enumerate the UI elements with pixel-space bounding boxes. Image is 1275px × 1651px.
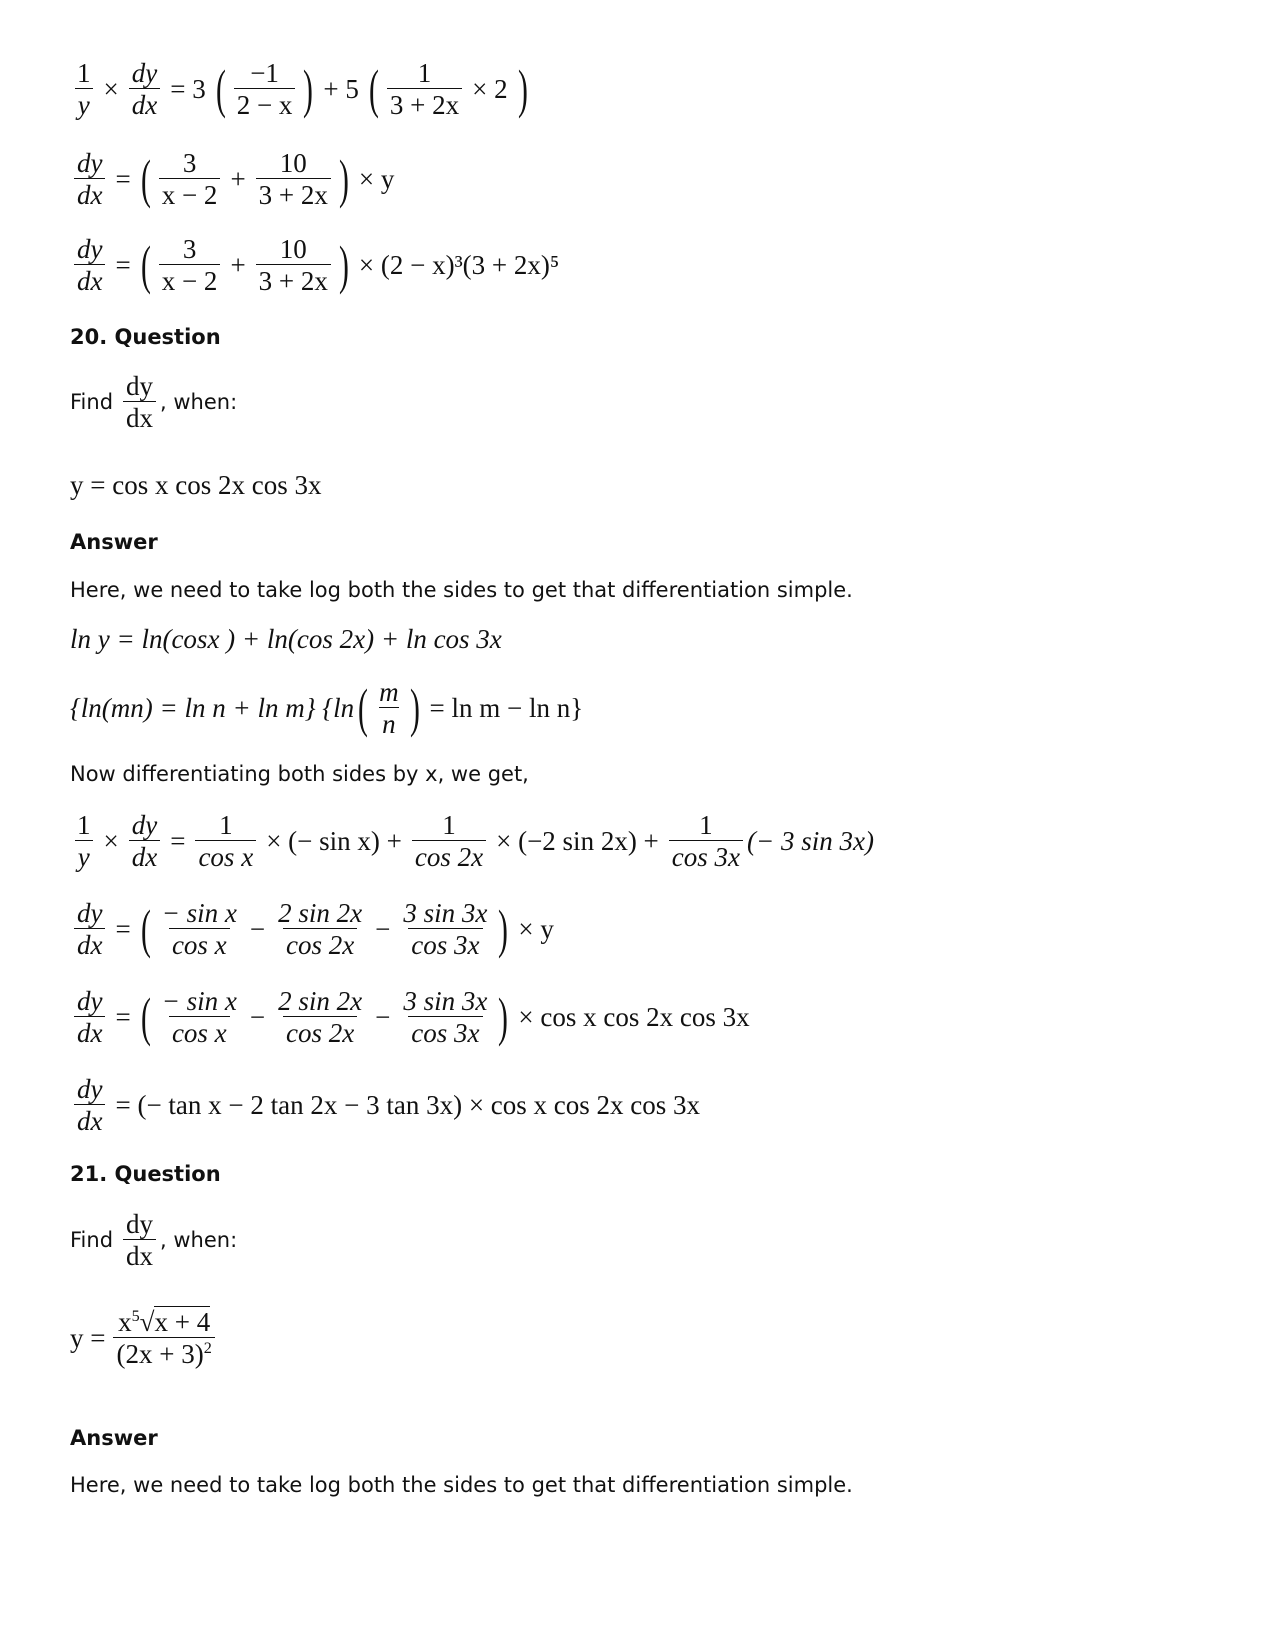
answer-20-intro: Here, we need to take log both the sides to get that differentiation simple.	[70, 578, 853, 602]
prev-eq-3: $\frac{dy}{dx}$ = ( $\frac{3}{x - 2}$ + $\frac{10}{3 + 2x}$ ) × (2 − x)³(3 + 2x)⁵	[70, 234, 565, 296]
sqrt-icon: √	[139, 1307, 155, 1337]
question-20-equation: y = cos x cos 2x cos 3x	[70, 470, 322, 500]
question-20-prompt: Find $\frac{dy}{dx}$ , when:	[70, 371, 238, 434]
answer-20-log-rules: {ln(mn) = ln n + ln m} {ln ( $\frac{m}{n}$ ) = ln m − ln n}	[70, 677, 584, 740]
question-21-heading: 21. Question	[70, 1162, 221, 1186]
question-21-equation: y = $\frac{x^5√x + 4}{(2x + 3)^2}$	[70, 1308, 219, 1369]
prev-eq-2: $\frac{dy}{dx}$ = ( $\frac{3}{x - 2}$ + $\frac{10}{3 + 2x}$ ) × y	[70, 148, 400, 210]
answer-20-step-1: $\frac{1}{y}$ × $\frac{dy}{dx}$ = $\frac{1}{\text{cos x}}$ × (− sin x) + $\frac{1}{\cos 2x}$ × (−2 sin 2x) + $\frac{1}{\cos 3x}$ (− 3 sin 3x)	[70, 810, 874, 872]
question-20-heading: 20. Question	[70, 325, 221, 349]
answer-20-step-2: $\frac{dy}{dx}$ = ( $\frac{\text{− sin x}}{\text{cos x}}$ − $\frac{2 \sin 2x}{\cos 2x}$ − $\frac{3 \sin 3x}{\cos 3x}$ ) × y	[70, 898, 560, 960]
answer-20-step-3: $\frac{dy}{dx}$ = ( $\frac{\text{− sin x}}{\text{cos x}}$ − $\frac{2 \sin 2x}{\cos 2x}$ − $\frac{3 \sin 3x}{\cos 3x}$ ) × cos x cos 2x cos 3x	[70, 986, 756, 1048]
prev-eq-1: $\frac{1}{y}$ × $\frac{dy}{dx}$ = 3 ( $\frac{-1}{2 - x}$ ) + 5 ( $\frac{1}{3 + 2x}$ × 2 )	[70, 58, 532, 120]
answer-20-log-equation: ln y = ln(cosx ) + ln(cos 2x) + ln cos 3x	[70, 624, 502, 654]
answer-20-label: Answer	[70, 530, 158, 554]
answer-21-intro: Here, we need to take log both the sides to get that differentiation simple.	[70, 1473, 853, 1497]
answer-20-step-4: $\frac{dy}{dx}$ = (− tan x − 2 tan 2x − 3 tan 3x) × cos x cos 2x cos 3x	[70, 1074, 706, 1136]
answer-21-label: Answer	[70, 1426, 158, 1450]
answer-20-diff-intro: Now differentiating both sides by x, we get,	[70, 762, 529, 786]
question-21-prompt: Find $\frac{dy}{dx}$ , when:	[70, 1209, 238, 1272]
